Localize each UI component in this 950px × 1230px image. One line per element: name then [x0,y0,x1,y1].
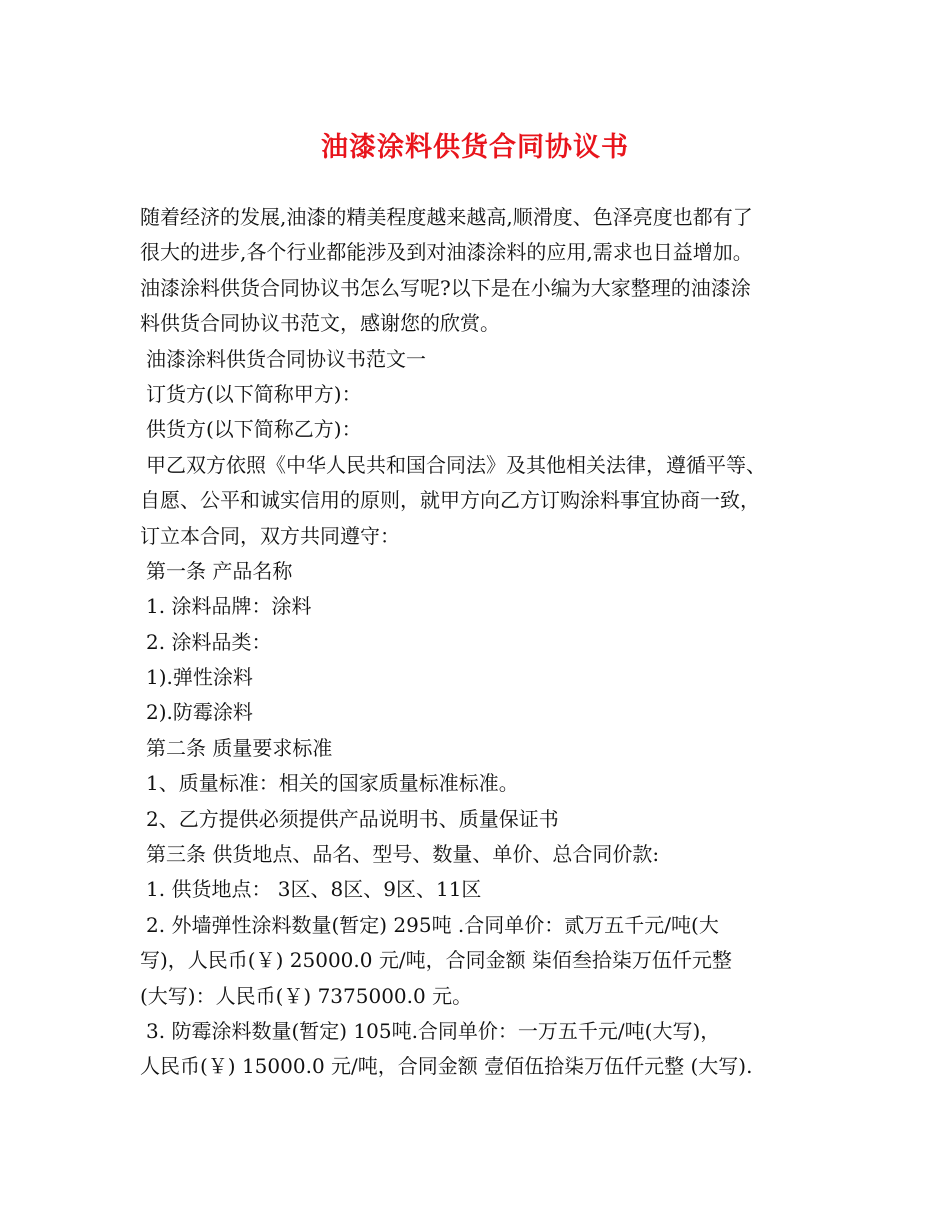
document-body [140,200,840,1085]
article-heading: 第三条 供货地点、品名、型号、数量、单价、总合同价款: [146,842,660,867]
list-item: 2. 外墙弹性涂料数量(暂定) 295吨 .合同单价：贰万五千元/吨(大 [146,912,719,937]
section-heading: 油漆涂料供货合同协议书范文一 [146,346,426,371]
paragraph-line: 料供货合同协议书范文，感谢您的欣赏。 [140,311,500,336]
list-item: 1. 涂料品牌：涂料 [146,594,312,619]
list-item: 1).弹性涂料 [146,665,253,690]
paragraph-line: 自愿、公平和诚实信用的原则，就甲方向乙方订购涂料事宜协商一致， [140,488,760,513]
paragraph-line: 油漆涂料供货合同协议书怎么写呢?以下是在小编为大家整理的油漆涂 [140,275,751,300]
paragraph-line: 写)，人民币(￥) 25000.0 元/吨，合同金额 柒佰叁拾柒万伍仟元整 [140,948,732,973]
paragraph-line: 订货方(以下简称甲方)： [146,381,362,406]
article-heading: 第一条 产品名称 [146,558,293,583]
list-item: 1. 供货地点： 3区、8区、9区、11区 [146,877,482,902]
paragraph-line: 很大的进步,各个行业都能涉及到对油漆涂料的应用,需求也日益增加。 [140,240,753,265]
article-heading: 第二条 质量要求标准 [146,735,333,760]
list-item: 1、质量标准：相关的国家质量标准标准。 [146,771,519,796]
list-item: 2).防霉涂料 [146,700,253,725]
paragraph-line: 随着经济的发展,油漆的精美程度越来越高,顺滑度、色泽亮度也都有了 [140,205,753,229]
document-title: 油漆涂料供货合同协议书 [321,132,629,163]
paragraph-line: 供货方(以下简称乙方)： [146,417,362,442]
list-item: 3. 防霉涂料数量(暂定) 105吨.合同单价：一万五千元/吨(大写)， [146,1018,721,1043]
paragraph-line: (大写)：人民币(￥) 7375000.0 元。 [140,983,473,1008]
paragraph-line: 订立本合同，双方共同遵守： [140,523,400,548]
paragraph-line: 甲乙双方依照《中华人民共和国合同法》及其他相关法律，遵循平等、 [146,452,766,477]
list-item: 2. 涂料品类： [146,629,272,654]
paragraph-line: 人民币(￥) 15000.0 元/吨，合同金额 壹佰伍拾柒万伍仟元整 (大写). [140,1054,753,1079]
list-item: 2、乙方提供必须提供产品说明书、质量保证书 [146,806,559,831]
